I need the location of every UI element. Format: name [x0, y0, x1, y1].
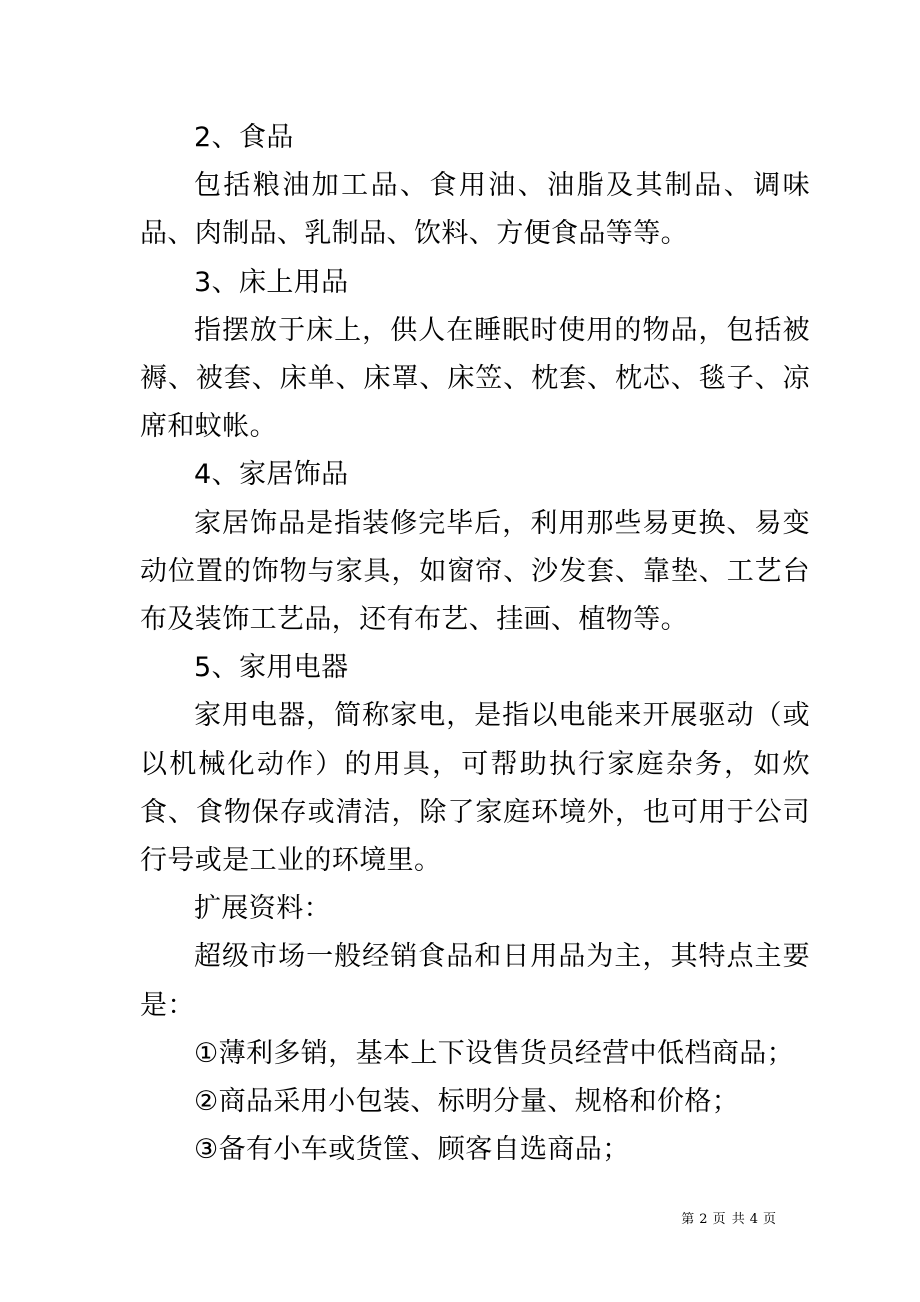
section-heading: 2、食品 — [194, 122, 294, 153]
section-heading: 5、家用电器 — [194, 652, 349, 684]
section-heading: 4、家居饰品 — [194, 459, 349, 491]
section-heading: 3、床上用品 — [194, 266, 349, 298]
page-number: 2 — [699, 1212, 709, 1227]
paragraph: 家用电器，简称家电，是指以电能来开展驱动（或以机械化动作）的用具，可帮助执行家庭杂务，如炊食、食物保存或清洁，除了家庭环境外，也可用于公司行号或是工业的环境里。 — [140, 700, 810, 877]
section-heading: 扩展资料： — [194, 893, 331, 925]
list-item: ②商品采用小包装、标明分量、规格和价格； — [194, 1086, 740, 1118]
page-footer — [0, 1208, 920, 1227]
document-body — [140, 114, 810, 1174]
footer-middle: 页 共 — [712, 1212, 746, 1227]
paragraph: 指摆放于床上，供人在睡眠时使用的物品，包括被褥、被套、床单、床罩、床笠、枕套、枕芯、毯子、凉席和蚊帐。 — [140, 314, 810, 443]
page-total: 4 — [749, 1212, 759, 1227]
paragraph: 包括粮油加工品、食用油、油脂及其制品、调味品、肉制品、乳制品、饮料、方便食品等等。 — [140, 170, 810, 250]
footer-prefix: 第 — [681, 1212, 696, 1227]
list-item: ①薄利多销，基本上下设售货员经营中低档商品； — [194, 1037, 795, 1069]
list-item: ③备有小车或货筐、顾客自选商品； — [194, 1134, 630, 1166]
paragraph: 超级市场一般经销食品和日用品为主，其特点主要是： — [140, 941, 810, 1021]
paragraph: 家居饰品是指装修完毕后，利用那些易更换、易变动位置的饰物与家具，如窗帘、沙发套、靠垫、工艺台布及装饰工艺品，还有布艺、挂画、植物等。 — [140, 507, 810, 636]
footer-suffix: 页 — [762, 1212, 777, 1227]
